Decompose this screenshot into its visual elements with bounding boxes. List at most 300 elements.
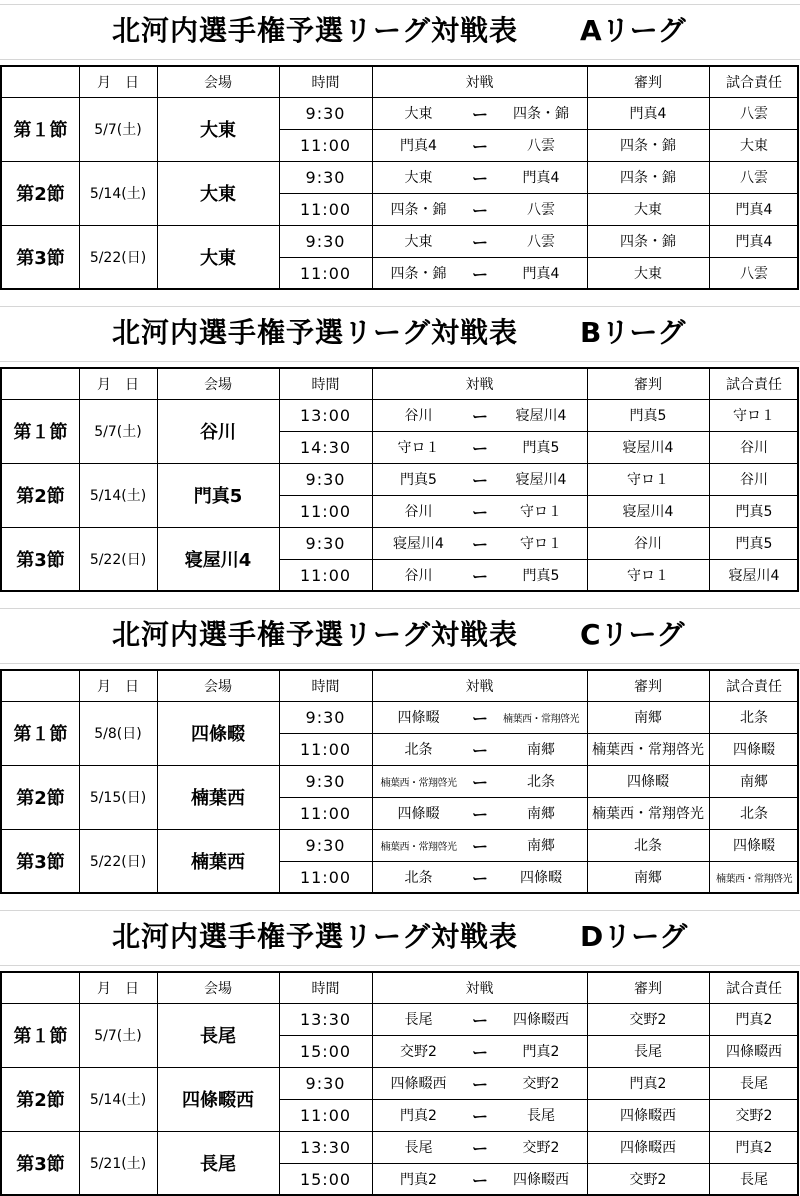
game-away-team-text: 交野2	[522, 1076, 560, 1092]
game-referee	[587, 225, 709, 257]
game-referee-text: 四条・錦	[620, 170, 676, 186]
game-responsible	[709, 829, 799, 861]
grid-line	[157, 369, 158, 590]
game-referee-text: 交野2	[629, 1172, 667, 1188]
league-title-bar	[0, 608, 800, 664]
header-match	[372, 67, 587, 97]
game-responsible	[709, 733, 799, 765]
game-separator-text: ー	[471, 136, 488, 156]
grid-line	[587, 67, 588, 288]
game-time	[279, 701, 372, 733]
game-responsible-text: 長尾	[740, 1076, 768, 1092]
game-away-team-text: 八雲	[527, 138, 555, 154]
game-away-team-text: 門真2	[522, 1044, 560, 1060]
round-label	[2, 97, 79, 161]
game-separator-text: ー	[471, 566, 488, 586]
league-title: 北河内選手権予選リーグ対戦表	[112, 920, 519, 953]
game-referee-text: 交野2	[629, 1012, 667, 1028]
game-time	[279, 1099, 372, 1131]
game-responsible-text: 谷川	[740, 440, 768, 456]
game-home-team	[372, 161, 465, 193]
grid-line	[587, 671, 588, 892]
game-responsible	[709, 257, 799, 289]
game-time-text: 11:00	[299, 199, 352, 219]
round-label-text: 第2節	[16, 788, 65, 809]
round-venue	[157, 701, 279, 765]
game-separator	[465, 829, 495, 861]
game-separator-text: ー	[471, 1106, 488, 1126]
game-responsible-text: 楠葉西・常翔啓光	[716, 873, 792, 885]
round-label	[2, 1131, 79, 1195]
game-separator-text: ー	[471, 868, 488, 888]
game-time-text: 9:30	[305, 533, 346, 553]
game-responsible-text: 門真5	[735, 504, 773, 520]
grid-line	[372, 369, 373, 590]
round-date	[79, 161, 157, 225]
game-responsible-text: 八雲	[740, 106, 768, 122]
game-referee	[587, 1163, 709, 1195]
round-label-text: 第3節	[16, 550, 65, 571]
game-referee-text: 谷川	[634, 536, 662, 552]
round-label-text: 第2節	[16, 184, 65, 205]
league-name: Cリーグ	[580, 618, 685, 651]
schedule-table	[0, 669, 799, 894]
game-referee-text: 四条・錦	[620, 138, 676, 154]
game-away-team-text: 八雲	[527, 202, 555, 218]
game-separator	[465, 463, 495, 495]
round-label-text: 第2節	[16, 486, 65, 507]
game-referee-text: 大東	[634, 202, 662, 218]
league-title-bar	[0, 306, 800, 362]
round-label	[2, 1067, 79, 1131]
game-time-text: 9:30	[305, 103, 346, 123]
grid-line	[372, 67, 373, 288]
game-separator-text: ー	[471, 1074, 488, 1094]
game-separator-text: ー	[471, 104, 488, 124]
game-home-team-text: 四条・錦	[390, 202, 447, 218]
game-separator	[465, 399, 495, 431]
grid-line	[709, 671, 710, 892]
header-date	[79, 671, 157, 701]
header-date-text: 月 日	[97, 377, 139, 393]
game-time	[279, 193, 372, 225]
game-time	[279, 527, 372, 559]
header-match-text: 対戦	[465, 981, 494, 997]
grid-line	[2, 1131, 799, 1132]
game-time-text: 9:30	[305, 707, 346, 727]
game-separator	[465, 527, 495, 559]
header-venue	[157, 671, 279, 701]
game-away-team-text: 楠葉西・常翔啓光	[503, 713, 579, 725]
grid-line	[157, 973, 158, 1194]
grid-line	[2, 463, 799, 464]
game-away-team	[495, 797, 587, 829]
game-home-team-text: 谷川	[404, 568, 433, 584]
game-time	[279, 1035, 372, 1067]
game-time-text: 11:00	[299, 501, 352, 521]
game-away-team-text: 門真5	[522, 440, 560, 456]
grid-line	[279, 861, 799, 862]
game-home-team-text: 谷川	[404, 504, 433, 520]
game-separator	[465, 559, 495, 591]
game-home-team-text: 門真2	[400, 1172, 437, 1188]
grid-line	[279, 431, 799, 432]
game-responsible-text: 門真2	[735, 1012, 773, 1028]
header-referee	[587, 671, 709, 701]
game-responsible	[709, 495, 799, 527]
game-away-team-text: 八雲	[527, 234, 555, 250]
game-referee-text: 楠葉西・常翔啓光	[592, 742, 704, 758]
header-date	[79, 973, 157, 1003]
game-separator-text: ー	[471, 708, 488, 728]
league-title-bar	[0, 4, 800, 60]
header-time-text: 時間	[311, 75, 340, 91]
header-date-text: 月 日	[97, 679, 139, 695]
round-venue-text: 門真5	[193, 486, 243, 507]
game-time-text: 14:30	[299, 437, 352, 457]
header-referee	[587, 67, 709, 97]
header-venue	[157, 67, 279, 97]
game-away-team-text: 四條畷西	[513, 1172, 569, 1188]
game-home-team	[372, 257, 465, 289]
game-referee	[587, 527, 709, 559]
grid-line	[279, 129, 799, 130]
game-responsible-text: 八雲	[740, 170, 768, 186]
game-separator-text: ー	[471, 470, 488, 490]
game-separator-text: ー	[471, 200, 488, 220]
game-home-team	[372, 559, 465, 591]
grid-line	[279, 1099, 799, 1100]
game-responsible-text: 北条	[740, 710, 768, 726]
game-home-team-text: 交野2	[400, 1044, 437, 1060]
round-date	[79, 225, 157, 289]
grid-line	[279, 559, 799, 560]
header-venue-text: 会場	[204, 981, 232, 997]
header-time-text: 時間	[311, 377, 340, 393]
grid-line	[79, 369, 80, 590]
round-venue	[157, 1003, 279, 1067]
header-responsible-text: 試合責任	[726, 377, 782, 393]
round-venue-text: 谷川	[200, 422, 236, 443]
game-separator-text: ー	[471, 740, 488, 760]
round-label	[2, 527, 79, 591]
grid-line	[2, 399, 799, 400]
game-separator	[465, 861, 495, 893]
round-date-text: 5/22(日)	[89, 854, 147, 870]
grid-line	[157, 67, 158, 288]
round-date-text: 5/14(土)	[89, 488, 147, 504]
game-home-team	[372, 701, 465, 733]
game-responsible-text: 八雲	[740, 266, 768, 282]
game-away-team-text: 寝屋川4	[515, 408, 567, 424]
round-venue-text: 長尾	[200, 1154, 236, 1175]
game-away-team-text: 南郷	[527, 838, 555, 854]
grid-line	[279, 67, 280, 288]
game-referee-text: 門真2	[629, 1076, 667, 1092]
game-referee-text: 四條畷西	[620, 1140, 676, 1156]
game-away-team-text: 門真4	[522, 266, 560, 282]
game-separator	[465, 431, 495, 463]
game-separator	[465, 257, 495, 289]
game-time	[279, 829, 372, 861]
game-time-text: 9:30	[305, 167, 346, 187]
round-venue	[157, 225, 279, 289]
game-away-team-text: 交野2	[522, 1140, 560, 1156]
game-home-team-text: 北条	[404, 870, 433, 886]
game-home-team	[372, 97, 465, 129]
header-date-text: 月 日	[97, 981, 139, 997]
game-time-text: 9:30	[305, 835, 346, 855]
game-referee	[587, 431, 709, 463]
game-referee	[587, 1099, 709, 1131]
game-home-team	[372, 193, 465, 225]
game-referee	[587, 797, 709, 829]
grid-line	[279, 797, 799, 798]
game-separator	[465, 1003, 495, 1035]
game-separator-text: ー	[471, 438, 488, 458]
game-time	[279, 495, 372, 527]
grid-line	[709, 67, 710, 288]
round-venue	[157, 399, 279, 463]
game-referee-text: 門真4	[629, 106, 667, 122]
header-venue-text: 会場	[204, 75, 232, 91]
game-home-team	[372, 797, 465, 829]
game-away-team-text: 寝屋川4	[515, 472, 567, 488]
round-venue	[157, 765, 279, 829]
round-venue-text: 四條畷西	[182, 1090, 254, 1111]
league-title: 北河内選手権予選リーグ対戦表	[112, 618, 519, 651]
header-time	[279, 67, 372, 97]
game-separator	[465, 1099, 495, 1131]
game-time-text: 11:00	[299, 263, 352, 283]
game-referee	[587, 1131, 709, 1163]
round-date-text: 5/22(日)	[89, 552, 147, 568]
game-separator	[465, 1067, 495, 1099]
game-separator-text: ー	[471, 406, 488, 426]
game-away-team	[495, 495, 587, 527]
game-home-team	[372, 1163, 465, 1195]
round-date	[79, 1067, 157, 1131]
game-responsible-text: 門真4	[735, 202, 773, 218]
game-referee	[587, 1067, 709, 1099]
grid-line	[279, 733, 799, 734]
game-home-team-text: 谷川	[404, 408, 433, 424]
game-referee	[587, 399, 709, 431]
grid-line	[587, 369, 588, 590]
game-time	[279, 161, 372, 193]
game-referee-text: 寝屋川4	[622, 504, 674, 520]
league-section-1	[0, 306, 800, 592]
round-label	[2, 701, 79, 765]
game-time	[279, 1131, 372, 1163]
header-venue-text: 会場	[204, 679, 232, 695]
game-responsible-text: 長尾	[740, 1172, 768, 1188]
grid-line	[279, 671, 280, 892]
game-separator	[465, 225, 495, 257]
game-home-team-text: 門真5	[400, 472, 437, 488]
game-separator-text: ー	[471, 1010, 488, 1030]
game-away-team-text: 四條畷西	[513, 1012, 569, 1028]
game-responsible	[709, 1163, 799, 1195]
header-match-text: 対戦	[465, 75, 494, 91]
league-name: Dリーグ	[580, 920, 688, 953]
round-label-text: 第3節	[16, 852, 65, 873]
game-away-team	[495, 97, 587, 129]
game-away-team	[495, 1067, 587, 1099]
header-time	[279, 369, 372, 399]
game-responsible	[709, 797, 799, 829]
game-responsible-text: 門真4	[735, 234, 773, 250]
game-responsible	[709, 225, 799, 257]
game-responsible	[709, 431, 799, 463]
round-date-text: 5/22(日)	[89, 250, 147, 266]
header-time	[279, 671, 372, 701]
round-date	[79, 399, 157, 463]
game-home-team-text: 守ロ１	[397, 440, 440, 456]
game-time-text: 9:30	[305, 771, 346, 791]
game-away-team-text: 長尾	[527, 1108, 555, 1124]
game-separator-text: ー	[471, 772, 488, 792]
grid-line	[279, 1035, 799, 1036]
header-time	[279, 973, 372, 1003]
game-home-team	[372, 129, 465, 161]
grid-line	[279, 257, 799, 258]
game-separator-text: ー	[471, 502, 488, 522]
game-time	[279, 559, 372, 591]
round-date	[79, 1131, 157, 1195]
game-home-team	[372, 1099, 465, 1131]
header-date-text: 月 日	[97, 75, 139, 91]
grid-line	[2, 161, 799, 162]
round-label	[2, 399, 79, 463]
round-venue	[157, 527, 279, 591]
round-venue-text: 四條畷	[191, 724, 245, 745]
game-separator	[465, 733, 495, 765]
game-referee	[587, 463, 709, 495]
header-referee	[587, 369, 709, 399]
game-referee	[587, 701, 709, 733]
grid-line	[2, 97, 799, 98]
header-match-text: 対戦	[465, 679, 494, 695]
round-venue-text: 大東	[200, 184, 236, 205]
grid-line	[79, 671, 80, 892]
round-date-text: 5/14(土)	[89, 186, 147, 202]
game-away-team	[495, 559, 587, 591]
game-home-team	[372, 495, 465, 527]
round-venue	[157, 161, 279, 225]
game-referee	[587, 1035, 709, 1067]
game-referee-text: 門真5	[629, 408, 667, 424]
game-home-team	[372, 829, 465, 861]
grid-line	[279, 1163, 799, 1164]
game-referee-text: 四条・錦	[620, 234, 676, 250]
game-responsible	[709, 527, 799, 559]
game-home-team	[372, 527, 465, 559]
grid-line	[2, 225, 799, 226]
game-away-team-text: 守ロ１	[520, 504, 562, 520]
grid-line	[2, 1003, 799, 1004]
game-referee	[587, 829, 709, 861]
game-home-team	[372, 225, 465, 257]
game-time	[279, 463, 372, 495]
game-away-team	[495, 193, 587, 225]
game-time-text: 13:00	[299, 405, 352, 425]
game-separator	[465, 193, 495, 225]
round-venue-text: 大東	[200, 248, 236, 269]
game-responsible	[709, 193, 799, 225]
game-separator	[465, 97, 495, 129]
game-time-text: 13:30	[299, 1009, 352, 1029]
round-label-text: 第3節	[16, 248, 65, 269]
grid-line	[372, 973, 373, 1194]
game-responsible	[709, 1067, 799, 1099]
grid-line	[2, 765, 799, 766]
game-separator-text: ー	[471, 1138, 488, 1158]
league-title-bar	[0, 910, 800, 966]
game-responsible	[709, 399, 799, 431]
game-separator	[465, 161, 495, 193]
game-time-text: 15:00	[299, 1041, 352, 1061]
game-away-team	[495, 225, 587, 257]
game-home-team-text: 楠葉西・常翔啓光	[380, 777, 457, 789]
game-time-text: 15:00	[299, 1169, 352, 1189]
game-away-team	[495, 1035, 587, 1067]
game-away-team	[495, 765, 587, 797]
game-away-team	[495, 733, 587, 765]
game-away-team-text: 四條畷	[520, 870, 562, 886]
league-section-3	[0, 910, 800, 1196]
game-time	[279, 1067, 372, 1099]
header-venue	[157, 973, 279, 1003]
round-date-text: 5/21(土)	[89, 1156, 147, 1172]
game-home-team-text: 北条	[404, 742, 433, 758]
game-separator-text: ー	[471, 232, 488, 252]
schedule-table	[0, 65, 799, 290]
game-referee-text: 南郷	[634, 870, 662, 886]
game-away-team	[495, 1003, 587, 1035]
game-away-team	[495, 861, 587, 893]
round-venue-text: 寝屋川4	[184, 550, 252, 571]
game-separator-text: ー	[471, 264, 488, 284]
header-referee-text: 審判	[634, 75, 662, 91]
game-separator-text: ー	[471, 804, 488, 824]
game-separator	[465, 1163, 495, 1195]
game-home-team-text: 四條畷西	[390, 1076, 447, 1092]
game-referee	[587, 559, 709, 591]
round-label-text: 第2節	[16, 1090, 65, 1111]
header-responsible	[709, 671, 799, 701]
game-responsible	[709, 701, 799, 733]
game-time-text: 11:00	[299, 739, 352, 759]
header-referee-text: 審判	[634, 679, 662, 695]
game-separator-text: ー	[471, 836, 488, 856]
round-venue	[157, 1131, 279, 1195]
game-time-text: 13:30	[299, 1137, 352, 1157]
schedule-table	[0, 971, 799, 1196]
game-time-text: 9:30	[305, 469, 346, 489]
game-referee	[587, 495, 709, 527]
game-away-team	[495, 701, 587, 733]
game-away-team-text: 門真5	[522, 568, 560, 584]
game-home-team	[372, 1067, 465, 1099]
round-label-text: 第１節	[13, 1026, 68, 1047]
game-home-team	[372, 1035, 465, 1067]
game-responsible	[709, 1035, 799, 1067]
round-label-text: 第１節	[13, 422, 68, 443]
game-away-team	[495, 1163, 587, 1195]
league-title: 北河内選手権予選リーグ対戦表	[112, 316, 519, 349]
grid-line	[279, 973, 280, 1194]
